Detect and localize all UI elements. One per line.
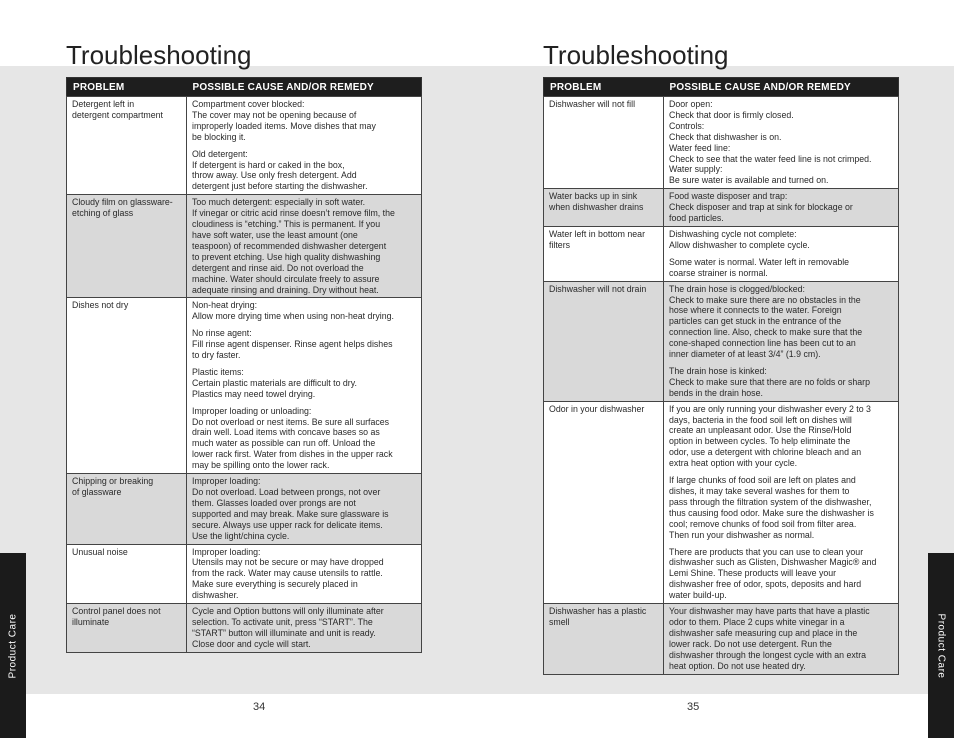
cause-column-header: POSSIBLE CAUSE AND/OR REMEDY	[664, 78, 899, 97]
troubleshooting-table-left	[66, 77, 422, 653]
cause-paragraph: Non-heat drying: Allow more drying time when using non-heat drying.	[192, 300, 394, 322]
table-header-row	[67, 78, 422, 97]
table-row	[544, 189, 899, 227]
page-number-right: 35	[687, 701, 700, 713]
table-row	[67, 97, 422, 195]
cause-cell	[187, 298, 422, 474]
table-row	[67, 544, 422, 604]
cause-paragraph: Compartment cover blocked: The cover may not be opening because of improperly loaded items. Move dishes that may be blocking it.	[192, 99, 376, 142]
cause-column-header: POSSIBLE CAUSE AND/OR REMEDY	[187, 78, 422, 97]
problem-column-header: PROBLEM	[67, 78, 187, 97]
table-row	[67, 298, 422, 474]
cause-paragraph: Improper loading: Utensils may not be secure or may have dropped from the rack. Water may cause utensils to rattle. Make sure everything is securely placed in dishwasher.	[192, 546, 384, 601]
problem-cell: Unusual noise	[67, 544, 187, 604]
problem-cell: Dishwasher will not drain	[544, 281, 664, 401]
cause-paragraph: Door open: Check that door is firmly closed. Controls: Check that dishwasher is on. Water feed line: Check to see that the water feed line is not crimped. Water supply: Be sure water is available and turned on.	[669, 99, 872, 186]
cause-cell	[187, 474, 422, 544]
problem-cell: Water backs up in sink when dishwasher drains	[544, 189, 664, 227]
problem-cell: Odor in your dishwasher	[544, 401, 664, 603]
cause-paragraph: Dishwashing cycle not complete: Allow dishwasher to complete cycle.	[669, 228, 810, 250]
page-title-left: Troubleshooting	[66, 40, 252, 70]
problem-cell: Control panel does not illuminate	[67, 604, 187, 653]
cause-cell	[187, 195, 422, 298]
cause-paragraph: Your dishwasher may have parts that have a plastic odor to them. Place 2 cups white vinegar in a dishwasher safe measuring cup and place in the lower rack. Do not use detergent. Run the dishwasher through the longest cycle with an extra heat option. Do not use heated dry.	[669, 606, 870, 671]
problem-column-header: PROBLEM	[544, 78, 664, 97]
table-row	[544, 226, 899, 281]
cause-paragraph: Some water is normal. Water left in removable coarse strainer is normal.	[669, 256, 850, 278]
cause-paragraph: There are products that you can use to clean your dishwasher such as Glisten, Dishwasher Magic® and Lemi Shine. These products will leave your dishwasher free of odor, spots, deposits and hard water build-up.	[669, 546, 877, 601]
table-row	[544, 97, 899, 189]
cause-paragraph: Cycle and Option buttons will only illuminate after selection. To activate unit, press “START”. The “START” button will illuminate and unit is ready. Close door and cycle will start.	[192, 606, 384, 649]
cause-cell	[664, 189, 899, 227]
table-row	[67, 474, 422, 544]
cause-paragraph: The drain hose is kinked: Check to make sure that there are no folds or sharp bends in the drain hose.	[669, 365, 870, 398]
side-tab-label: Product Care	[935, 613, 947, 678]
table-row	[67, 195, 422, 298]
problem-cell: Cloudy film on glassware- etching of glass	[67, 195, 187, 298]
cause-cell	[664, 604, 899, 674]
problem-cell: Dishes not dry	[67, 298, 187, 474]
cause-cell	[187, 604, 422, 653]
problem-cell: Dishwasher will not fill	[544, 97, 664, 189]
cause-paragraph: Improper loading: Do not overload. Load between prongs, not over them. Glasses loaded over prongs are not supported and may break. Make sure glassware is secure. Always use upper rack for delicate items. Use the light/china cycle.	[192, 476, 389, 541]
cause-paragraph: Plastic items: Certain plastic materials are difficult to dry. Plastics may need towel drying.	[192, 366, 357, 399]
cause-paragraph: If large chunks of food soil are left on plates and dishes, it may take several washes for them to pass through the filtration system of the dishwasher, thus causing food odor. Make sure the dishwasher is cool; remove chunks of food soil from filter area. Then run your dishwasher as normal.	[669, 475, 874, 540]
cause-cell	[664, 281, 899, 401]
table-row	[544, 281, 899, 401]
table-row	[544, 401, 899, 603]
cause-cell	[664, 226, 899, 281]
cause-cell	[664, 401, 899, 603]
cause-paragraph: No rinse agent: Fill rinse agent dispenser. Rinse agent helps dishes to dry faster.	[192, 328, 393, 361]
problem-cell: Chipping or breaking of glassware	[67, 474, 187, 544]
table-header-row	[544, 78, 899, 97]
problem-cell: Water left in bottom near filters	[544, 226, 664, 281]
problem-cell: Detergent left in detergent compartment	[67, 97, 187, 195]
troubleshooting-table-right	[543, 77, 899, 675]
page-title-right: Troubleshooting	[543, 40, 729, 70]
side-tab-right	[928, 553, 954, 738]
side-tab-left	[0, 553, 26, 738]
cause-paragraph: If you are only running your dishwasher every 2 to 3 days, bacteria in the food soil left on dishes will create an unpleasant odor. Use the Rinse/Hold option in between cycles. To help eliminate the odor, use a detergent with chlorine bleach and an extra heat option with your cycle.	[669, 403, 871, 469]
cause-cell	[664, 97, 899, 189]
cause-paragraph: Improper loading or unloading: Do not overload or nest items. Be sure all surfaces drain well. Load items with concave bases so as much water as possible can run off. Unload the lower rack first. Water from dishes in the upper rack may be spilling onto the lower rack.	[192, 405, 393, 471]
side-tab-label: Product Care	[7, 613, 19, 678]
cause-paragraph: The drain hose is clogged/blocked: Check to make sure there are no obstacles in the hose where it connects to the water. Foreign particles can get stuck in the entrance of the connection line. Also, check to make sure that the cone-shaped connection line has been cut to an inner diameter of at least 3/4” (1.9 cm).	[669, 283, 863, 360]
cause-cell	[187, 544, 422, 604]
cause-paragraph: Old detergent: If detergent is hard or caked in the box, throw away. Use only fresh detergent. Add detergent just before starting the dishwasher.	[192, 148, 368, 192]
cause-paragraph: Food waste disposer and trap: Check disposer and trap at sink for blockage or food particles.	[669, 191, 853, 224]
table-row	[544, 604, 899, 674]
page-number-left: 34	[253, 701, 266, 713]
problem-cell: Dishwasher has a plastic smell	[544, 604, 664, 674]
cause-paragraph: Too much detergent: especially in soft water. If vinegar or citric acid rinse doesn’t remove film, the cloudiness is “etching.” This is permanent. If you have soft water, use the least amount (one teaspoon) of recommended dishwasher detergent to prevent etching. Use high quality dishwashing detergent and rinse aid. Do not overload the machine. Water should circulate freely to assure adequate rinsing and draining. Dry without heat.	[192, 197, 395, 295]
cause-cell	[187, 97, 422, 195]
table-row	[67, 604, 422, 653]
